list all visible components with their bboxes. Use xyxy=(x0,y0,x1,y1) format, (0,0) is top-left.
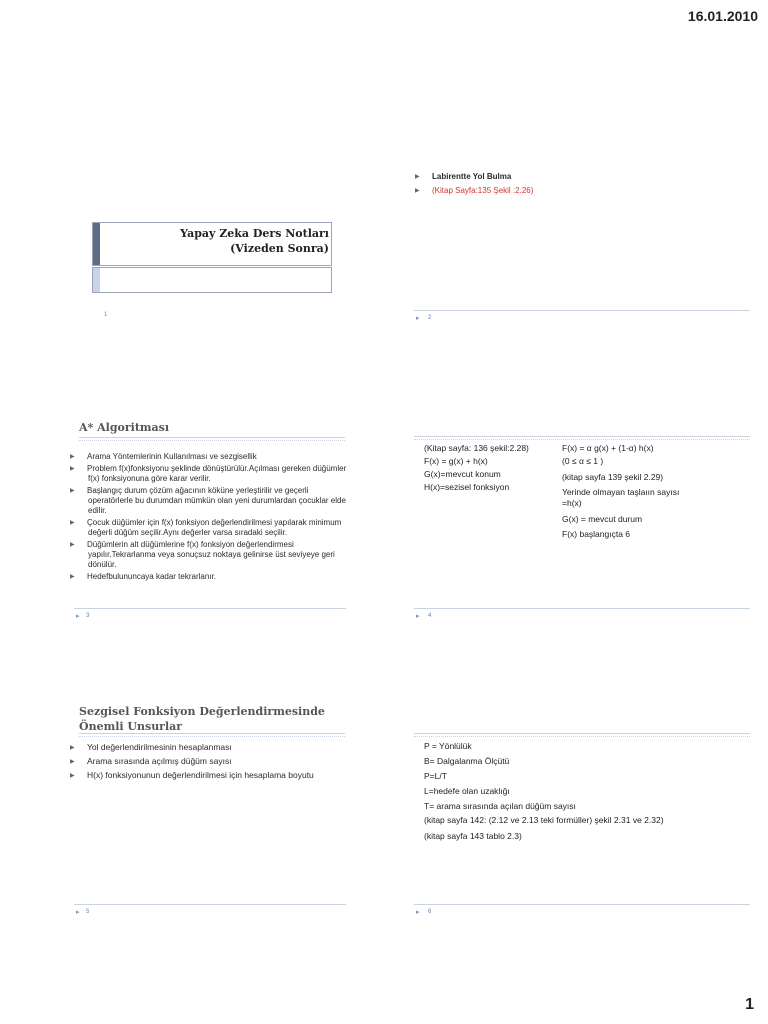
slide3-bullet-1: ▶ Arama Yöntemlerinin Kullanılması ve sezgisellik xyxy=(70,452,257,461)
slide5-footer-line xyxy=(74,904,346,905)
slide6-footer-line xyxy=(414,904,750,905)
slide4-left-line-4: H(x)=sezisel fonksiyon xyxy=(424,482,510,492)
slide-footer-arrow-icon: ▸ xyxy=(76,613,80,620)
slide5-bullet-3: ▶ H(x) fonksiyonunun değerlendirilmesi için hesaplama boyutu xyxy=(79,769,341,783)
slide1-title-box xyxy=(92,222,332,266)
bullet-triangle-icon: ▶ xyxy=(70,745,75,751)
slide5-bullet-1: ▶ Yol değerlendirilmesinin hesaplanması xyxy=(79,741,341,755)
slide4-right-line-1: F(x) = α g(x) + (1-α) h(x) xyxy=(562,443,654,453)
slide2-footer-line xyxy=(414,310,750,311)
slide3-title-dotted-line xyxy=(79,440,345,441)
slide4-right-line-2: (0 ≤ α ≤ 1 ) xyxy=(562,456,604,466)
slide4-left-column xyxy=(424,442,554,494)
slide4-left-line-1: (Kitap sayfa: 136 şekil:2.28) xyxy=(424,443,529,453)
slide3-title-underline xyxy=(79,437,345,438)
slide2-number: 2 xyxy=(428,315,432,321)
slide6-line-6: (kitap sayfa 142: (2.12 ve 2.13 teki formüller) şekil 2.31 ve 2.32) xyxy=(424,815,664,825)
slide6-content xyxy=(424,739,714,844)
slide1-title xyxy=(180,226,329,256)
slide4-top-dotted-line xyxy=(414,439,750,440)
subtitle-accent-bar xyxy=(93,268,100,292)
slide4-right-line-5: G(x) = mevcut durum xyxy=(562,514,643,524)
slide5-number: 5 xyxy=(86,909,90,915)
slide6-top-line xyxy=(414,733,750,734)
slide-footer-arrow-icon: ▸ xyxy=(416,613,420,620)
slide1-title-line2: (Vizeden Sonra) xyxy=(230,242,329,255)
slide4-right-line-6: F(x) başlangıçta 6 xyxy=(562,529,631,539)
slide1-number: 1 xyxy=(104,312,108,318)
page-number: 1 xyxy=(745,996,754,1013)
slide1-title-line1: Yapay Zeka Ders Notları xyxy=(180,227,329,240)
slide3-bullet-2: ▶ Problem f(x)fonksiyonu şeklinde dönüştürülür.Açılması gereken düğümler f(x) fonksiyonuna göre karar verilir. xyxy=(70,464,347,483)
bullet-triangle-icon: ▶ xyxy=(70,759,75,765)
slide5-title xyxy=(79,704,325,734)
slide3-bullet-3: ▶ Başlangıç durum çözüm ağacının köküne yerleştirilir ve geçerli operatörlerle bu durumdan mümkün olan yeni durumlardan çocuklar elde edilir. xyxy=(70,486,346,515)
slide4-left-line-3: G(x)=mevcut konum xyxy=(424,469,501,479)
slide2-content xyxy=(415,172,754,196)
slide6-line-5: T= arama sırasında açılan düğüm sayısı xyxy=(424,801,576,811)
slide2-bullet-2: ▶ (Kitap Sayfa:135 Şekil :2.26) xyxy=(415,186,534,195)
slide6-top-dotted-line xyxy=(414,736,750,737)
slide3-bullet-5: ▶ Düğümlerin alt düğümlerine f(x) fonksiyon değerlendirmesi yapılır.Tekrarlanma veya sonuçsuz noktaya gelinirse üst seviyeye geri dönülür. xyxy=(70,540,335,569)
slide6-line-7: (kitap sayfa 143 tablo 2.3) xyxy=(424,831,522,841)
slide4-footer-line xyxy=(414,608,750,609)
slide4-right-column xyxy=(562,442,712,541)
slide4-top-line xyxy=(414,436,750,437)
slide3-title: A* Algoritması xyxy=(79,421,170,434)
slide2-bullet-1: ▶ Labirentte Yol Bulma xyxy=(415,172,512,181)
slide4-right-line-4: Yerinde olmayan taşlaıın sayısı =h(x) xyxy=(562,487,680,508)
print-date: 16.01.2010 xyxy=(687,8,758,24)
bullet-triangle-icon: ▶ xyxy=(415,188,420,194)
slide1-subtitle-box xyxy=(92,267,332,293)
slide4-left-line-2: F(x) = g(x) + h(x) xyxy=(424,456,488,466)
bullet-triangle-icon: ▶ xyxy=(70,520,75,526)
title-accent-bar xyxy=(93,223,100,265)
slide4-right-line-3: (kitap sayfa 139 şekil 2.29) xyxy=(562,472,664,482)
slide6-line-3: P=L/T xyxy=(424,771,447,781)
slide5-title-dotted-line xyxy=(79,736,345,737)
slide6-line-1: P = Yönlülük xyxy=(424,741,472,751)
slide4-number: 4 xyxy=(428,613,432,619)
slide5-bullet-list xyxy=(70,741,341,783)
bullet-triangle-icon: ▶ xyxy=(70,466,75,472)
slide3-bullet-6: ▶ Hedefbulununcaya kadar tekrarlanır. xyxy=(70,572,216,581)
bullet-triangle-icon: ▶ xyxy=(415,174,420,180)
slide6-line-2: B= Dalgalanma Ölçütü xyxy=(424,756,510,766)
bullet-triangle-icon: ▶ xyxy=(70,773,75,779)
bullet-triangle-icon: ▶ xyxy=(70,542,75,548)
slide5-title-line2: Önemli Unsurlar xyxy=(79,720,183,733)
slide3-footer-line xyxy=(74,608,346,609)
bullet-triangle-icon: ▶ xyxy=(70,574,75,580)
slide5-title-line1: Sezgisel Fonksiyon Değerlendirmesinde xyxy=(79,705,325,718)
slide6-line-4: L=hedefe olan uzaklığı xyxy=(424,786,510,796)
slide6-number: 6 xyxy=(428,909,432,915)
bullet-triangle-icon: ▶ xyxy=(70,454,75,460)
slide5-title-underline xyxy=(79,733,345,734)
slide-footer-arrow-icon: ▸ xyxy=(76,909,80,916)
slide3-number: 3 xyxy=(86,613,90,619)
slide-footer-arrow-icon: ▸ xyxy=(416,909,420,916)
slide3-bullet-list xyxy=(70,452,347,582)
slide5-bullet-2: ▶ Arama sırasında açılmış düğüm sayısı xyxy=(79,755,341,769)
slide-footer-arrow-icon: ▸ xyxy=(416,315,420,322)
slide3-bullet-4: ▶ Çocuk düğümler için f(x) fonksiyon değerlendirilmesi yapılarak minimum değerli düğüm seçilir.Aynı değerler varsa sıradaki seçilir. xyxy=(70,518,342,537)
bullet-triangle-icon: ▶ xyxy=(70,488,75,494)
